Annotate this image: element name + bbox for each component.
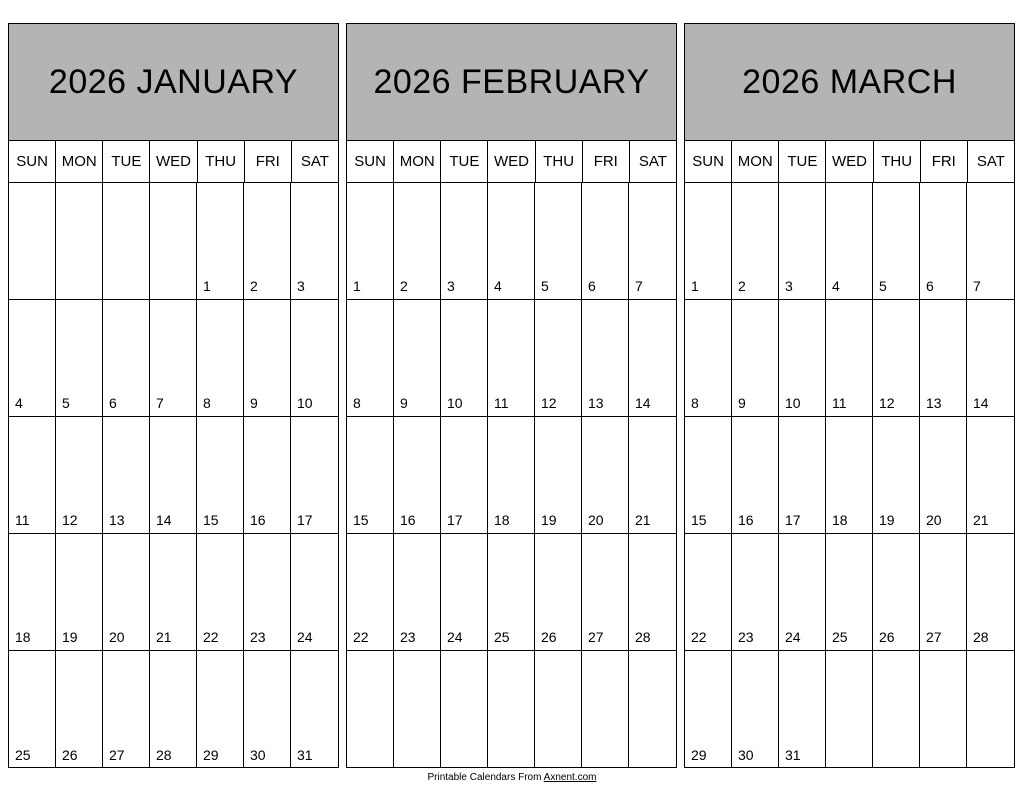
day-number: 18 — [494, 512, 510, 528]
day-number: 1 — [353, 278, 361, 294]
day-number: 20 — [109, 629, 125, 645]
day-cell — [150, 534, 197, 651]
day-cell — [347, 534, 394, 651]
day-cell — [826, 300, 873, 417]
day-cell — [779, 300, 826, 417]
day-cell — [441, 651, 488, 768]
day-cell — [9, 300, 56, 417]
weekday-fri: FRI — [583, 141, 630, 182]
weekday-mon: MON — [732, 141, 779, 182]
day-cell — [394, 417, 441, 534]
day-cell — [535, 651, 582, 768]
day-number: 29 — [203, 747, 219, 763]
day-number: 24 — [297, 629, 313, 645]
day-number: 21 — [635, 512, 651, 528]
day-cell — [9, 534, 56, 651]
day-number: 8 — [353, 395, 361, 411]
day-cell — [732, 183, 779, 300]
day-cell — [732, 534, 779, 651]
day-cell — [488, 417, 535, 534]
day-cell — [826, 417, 873, 534]
day-cell — [197, 417, 244, 534]
day-number: 6 — [588, 278, 596, 294]
day-cell — [535, 417, 582, 534]
day-number: 30 — [738, 747, 754, 763]
day-cell — [582, 534, 629, 651]
day-number: 16 — [250, 512, 266, 528]
day-number: 23 — [250, 629, 266, 645]
day-number: 3 — [785, 278, 793, 294]
day-number: 7 — [156, 395, 164, 411]
weekday-thu: THU — [198, 141, 245, 182]
day-cell — [488, 300, 535, 417]
day-cell — [535, 300, 582, 417]
day-number: 22 — [203, 629, 219, 645]
day-number: 28 — [156, 747, 172, 763]
day-cell — [920, 417, 967, 534]
day-cell — [685, 183, 732, 300]
day-number: 10 — [447, 395, 463, 411]
day-cell — [779, 183, 826, 300]
footer-text: Printable Calendars From — [427, 772, 544, 783]
day-cell — [873, 183, 920, 300]
weekday-sun: SUN — [347, 141, 394, 182]
footer — [0, 772, 1024, 783]
day-cell — [873, 651, 920, 768]
day-number: 10 — [297, 395, 313, 411]
day-number: 15 — [691, 512, 707, 528]
day-number: 19 — [541, 512, 557, 528]
weekday-sat: SAT — [300, 153, 329, 170]
day-number: 17 — [447, 512, 463, 528]
weekday-mon: MON — [56, 141, 103, 182]
day-cell — [291, 417, 338, 534]
day-cell — [9, 417, 56, 534]
month-march — [684, 23, 1015, 768]
day-number: 22 — [691, 629, 707, 645]
day-cell — [56, 534, 103, 651]
day-cell — [150, 300, 197, 417]
day-cell — [244, 651, 291, 768]
day-cell — [244, 417, 291, 534]
day-number: 25 — [494, 629, 510, 645]
day-cell — [291, 183, 338, 300]
day-number: 25 — [832, 629, 848, 645]
day-cell — [967, 417, 1014, 534]
day-cell — [347, 183, 394, 300]
day-number: 2 — [400, 278, 408, 294]
day-cell — [441, 534, 488, 651]
day-cell — [103, 300, 150, 417]
day-number: 27 — [926, 629, 942, 645]
day-number: 23 — [738, 629, 754, 645]
day-cell — [394, 300, 441, 417]
day-number: 9 — [738, 395, 746, 411]
day-cell — [826, 183, 873, 300]
month-title: 2026 JANUARY — [48, 62, 299, 101]
day-cell — [103, 183, 150, 300]
day-cell — [56, 300, 103, 417]
day-number: 14 — [973, 395, 989, 411]
day-number: 14 — [635, 395, 651, 411]
day-cell — [197, 183, 244, 300]
day-cell — [920, 183, 967, 300]
day-cell — [582, 417, 629, 534]
day-cell — [103, 651, 150, 768]
day-number: 6 — [926, 278, 934, 294]
day-cell — [920, 534, 967, 651]
day-number: 4 — [832, 278, 840, 294]
day-cell — [582, 183, 629, 300]
day-number: 1 — [203, 278, 211, 294]
day-number: 24 — [785, 629, 801, 645]
day-cell — [488, 183, 535, 300]
day-number: 15 — [353, 512, 369, 528]
day-cell — [394, 651, 441, 768]
day-cell — [967, 651, 1014, 768]
weekday-fri: FRI — [245, 141, 292, 182]
month-february — [346, 23, 677, 768]
day-number: 30 — [250, 747, 266, 763]
day-cell — [56, 183, 103, 300]
day-cell — [441, 183, 488, 300]
day-number: 11 — [832, 395, 847, 411]
day-cell — [441, 417, 488, 534]
day-cell — [197, 534, 244, 651]
day-cell — [685, 534, 732, 651]
day-number: 24 — [447, 629, 463, 645]
day-cell — [685, 300, 732, 417]
day-cell — [56, 651, 103, 768]
day-number: 14 — [156, 512, 172, 528]
day-number: 2 — [738, 278, 746, 294]
day-cell — [967, 183, 1014, 300]
day-number: 26 — [541, 629, 557, 645]
day-number: 17 — [785, 512, 801, 528]
day-number: 23 — [400, 629, 416, 645]
weekday-row — [347, 141, 676, 183]
day-cell — [291, 300, 338, 417]
day-number: 6 — [109, 395, 117, 411]
day-cell — [732, 651, 779, 768]
day-number: 8 — [691, 395, 699, 411]
day-number: 22 — [353, 629, 369, 645]
day-cell — [150, 651, 197, 768]
day-number: 17 — [297, 512, 313, 528]
weekday-sun: SUN — [685, 141, 732, 182]
weekday-row — [685, 141, 1014, 183]
day-cell — [826, 534, 873, 651]
day-cell — [244, 183, 291, 300]
day-number: 21 — [156, 629, 172, 645]
day-cell — [873, 300, 920, 417]
day-cell — [347, 651, 394, 768]
day-number: 1 — [691, 278, 699, 294]
day-number: 19 — [62, 629, 78, 645]
day-number: 25 — [15, 747, 31, 763]
weekday-tue: TUE — [441, 141, 488, 182]
day-number: 18 — [832, 512, 848, 528]
day-grid — [347, 183, 676, 768]
day-number: 10 — [785, 395, 801, 411]
day-number: 3 — [447, 278, 455, 294]
day-number: 31 — [785, 747, 801, 763]
weekday-thu: THU — [536, 141, 583, 182]
day-cell — [103, 534, 150, 651]
day-cell — [150, 417, 197, 534]
day-cell — [629, 183, 676, 300]
day-number: 28 — [973, 629, 989, 645]
day-cell — [347, 300, 394, 417]
day-number: 8 — [203, 395, 211, 411]
day-cell — [629, 651, 676, 768]
day-number: 15 — [203, 512, 219, 528]
day-cell — [535, 534, 582, 651]
day-cell — [244, 534, 291, 651]
day-cell — [291, 651, 338, 768]
day-cell — [488, 651, 535, 768]
day-number: 29 — [691, 747, 707, 763]
day-cell — [732, 417, 779, 534]
day-number: 4 — [15, 395, 23, 411]
weekday-tue: TUE — [103, 141, 150, 182]
day-cell — [56, 417, 103, 534]
day-cell — [150, 183, 197, 300]
day-cell — [826, 651, 873, 768]
weekday-wed: WED — [488, 141, 535, 182]
day-number: 20 — [588, 512, 604, 528]
month-header — [685, 24, 1014, 141]
day-cell — [535, 183, 582, 300]
weekday-wed: WED — [150, 141, 197, 182]
weekday-sat: SAT — [638, 153, 667, 170]
day-cell — [197, 651, 244, 768]
day-cell — [9, 651, 56, 768]
weekday-tue: TUE — [779, 141, 826, 182]
weekday-mon: MON — [394, 141, 441, 182]
day-number: 11 — [494, 395, 509, 411]
weekday-row — [9, 141, 338, 183]
day-cell — [920, 651, 967, 768]
day-cell — [244, 300, 291, 417]
month-january — [8, 23, 339, 768]
day-cell — [394, 534, 441, 651]
day-number: 7 — [635, 278, 643, 294]
month-title: 2026 MARCH — [742, 62, 957, 101]
day-cell — [779, 651, 826, 768]
day-number: 12 — [541, 395, 557, 411]
day-cell — [967, 300, 1014, 417]
day-cell — [873, 534, 920, 651]
day-cell — [629, 534, 676, 651]
footer-link[interactable]: Axnent.com — [543, 772, 597, 783]
day-cell — [582, 651, 629, 768]
day-number: 9 — [250, 395, 258, 411]
weekday-sun: SUN — [9, 141, 56, 182]
day-number: 27 — [109, 747, 125, 763]
day-grid — [685, 183, 1014, 768]
day-number: 5 — [62, 395, 70, 411]
day-cell — [9, 183, 56, 300]
day-number: 11 — [15, 512, 30, 528]
day-number: 2 — [250, 278, 258, 294]
day-cell — [920, 300, 967, 417]
day-cell — [394, 183, 441, 300]
day-number: 26 — [62, 747, 78, 763]
day-number: 20 — [926, 512, 942, 528]
day-number: 5 — [879, 278, 887, 294]
month-header — [347, 24, 676, 141]
day-number: 4 — [494, 278, 502, 294]
day-cell — [873, 417, 920, 534]
day-cell — [685, 417, 732, 534]
day-cell — [732, 300, 779, 417]
day-number: 26 — [879, 629, 895, 645]
day-number: 16 — [400, 512, 416, 528]
day-number: 3 — [297, 278, 305, 294]
day-number: 13 — [926, 395, 942, 411]
day-cell — [685, 651, 732, 768]
day-cell — [197, 300, 244, 417]
weekday-sat: SAT — [976, 153, 1005, 170]
weekday-fri: FRI — [921, 141, 968, 182]
day-number: 13 — [109, 512, 125, 528]
day-cell — [347, 417, 394, 534]
day-cell — [629, 300, 676, 417]
day-number: 5 — [541, 278, 549, 294]
day-cell — [441, 300, 488, 417]
day-number: 27 — [588, 629, 604, 645]
day-number: 12 — [879, 395, 895, 411]
day-number: 16 — [738, 512, 754, 528]
month-title: 2026 FEBRUARY — [373, 62, 650, 101]
day-cell — [779, 417, 826, 534]
day-number: 9 — [400, 395, 408, 411]
day-number: 12 — [62, 512, 78, 528]
day-number: 19 — [879, 512, 895, 528]
day-number: 18 — [15, 629, 31, 645]
day-number: 13 — [588, 395, 604, 411]
day-number: 28 — [635, 629, 651, 645]
day-cell — [291, 534, 338, 651]
day-cell — [582, 300, 629, 417]
day-cell — [488, 534, 535, 651]
day-cell — [629, 417, 676, 534]
day-cell — [779, 534, 826, 651]
day-number: 21 — [973, 512, 989, 528]
day-grid — [9, 183, 338, 768]
day-cell — [103, 417, 150, 534]
weekday-wed: WED — [826, 141, 873, 182]
day-number: 7 — [973, 278, 981, 294]
day-cell — [967, 534, 1014, 651]
weekday-thu: THU — [874, 141, 921, 182]
day-number: 31 — [297, 747, 313, 763]
month-header — [9, 24, 338, 141]
